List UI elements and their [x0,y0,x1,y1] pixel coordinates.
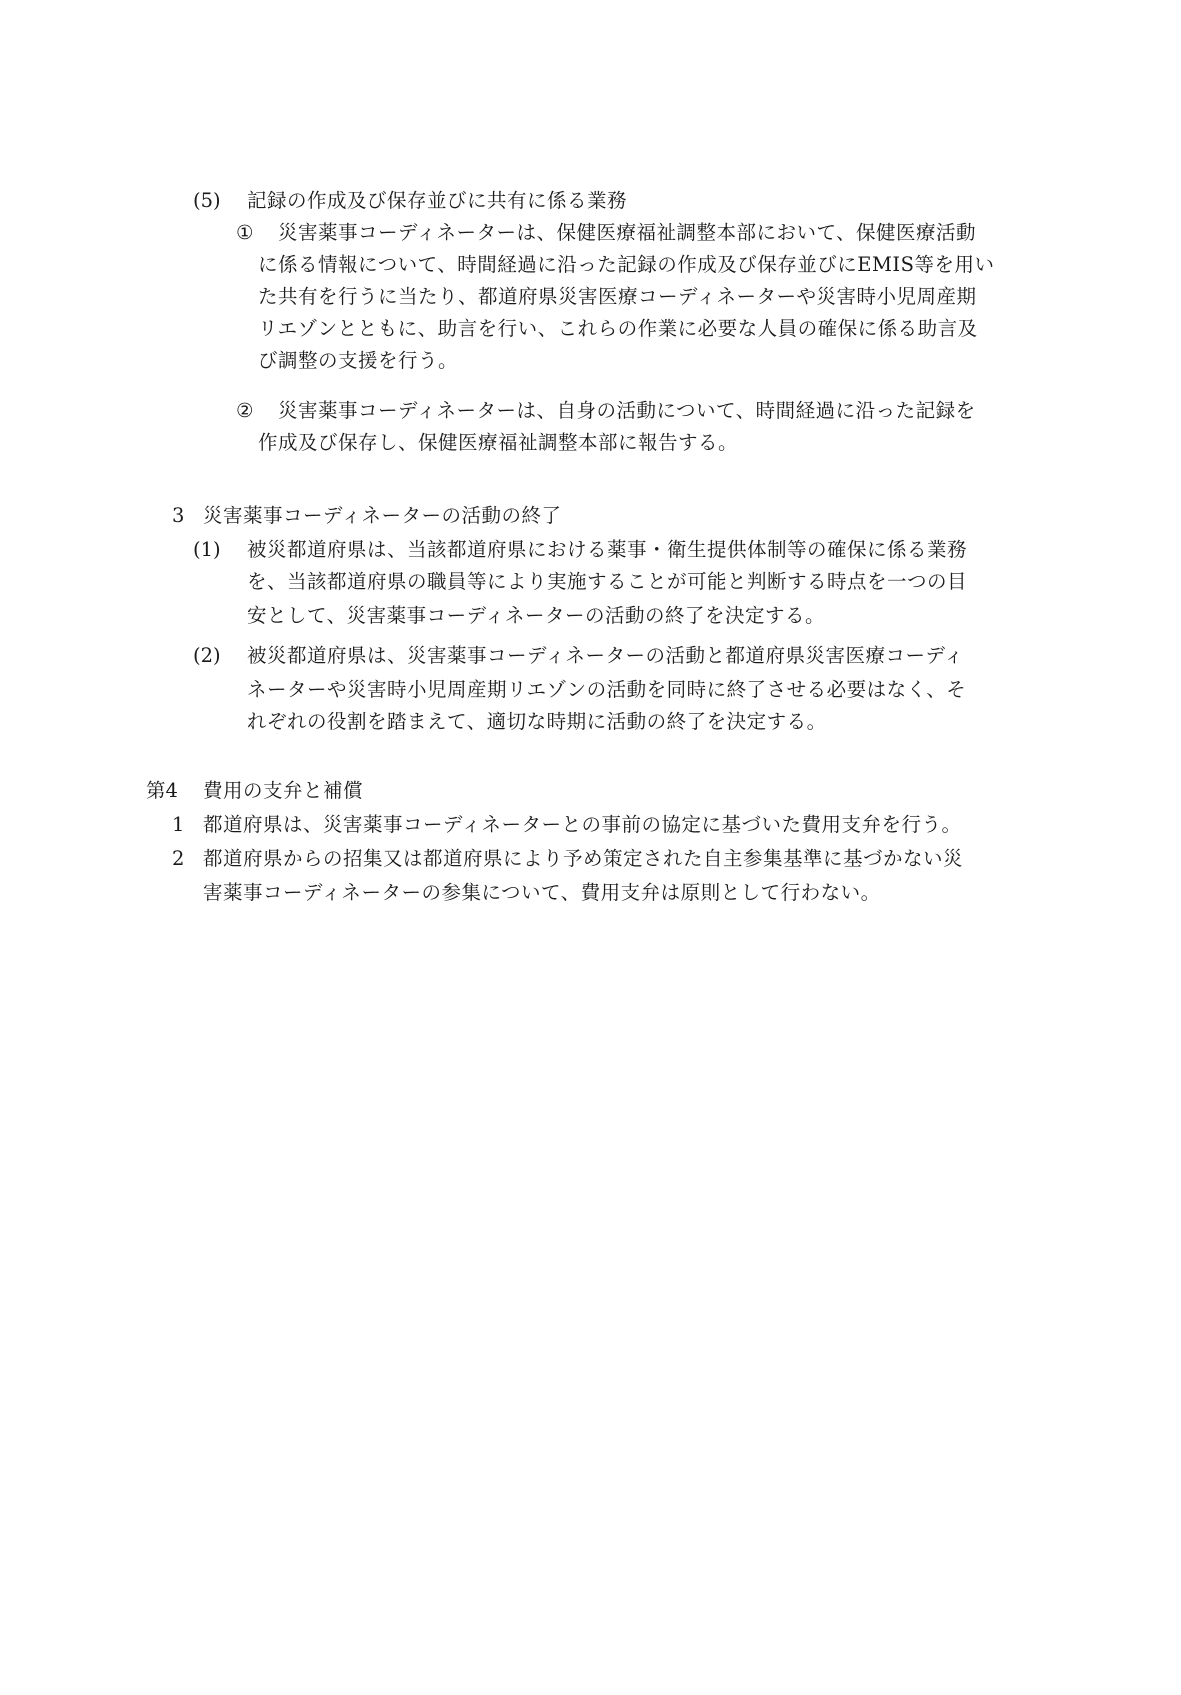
item-3-1-marker: (1) [193,538,221,561]
chapter-4-marker: 第4 [146,779,178,802]
section-5-heading: 記録の作成及び保存並びに共有に係る業務 [247,189,628,212]
item-1-line-3: た共有を行うに当たり、都道府県災害医療コーディネーターや災害時小児周産期 [258,285,977,308]
item-4-1-line-1: 都道府県は、災害薬事コーディネーターとの事前の協定に基づいた費用支弁を行う。 [203,813,962,836]
item-3-2-marker: (2) [193,644,221,667]
item-1-marker: ① [236,221,254,244]
item-3-2-line-2: ネーターや災害時小児周産期リエゾンの活動を同時に終了させる必要はなく、そ [247,678,967,701]
item-4-2-line-1: 都道府県からの招集又は都道府県により予め策定された自主参集基準に基づかない災 [203,847,964,870]
item-3-2-line-3: れぞれの役割を踏まえて、適切な時期に活動の終了を決定する。 [247,710,827,733]
chapter-4-heading: 費用の支弁と補償 [203,779,364,802]
item-3-1-line-2: を、当該都道府県の職員等により実施することが可能と判断する時点を一つの目 [247,570,968,593]
section-3-heading: 災害薬事コーディネーターの活動の終了 [203,504,562,527]
item-4-2-marker: 2 [172,847,185,870]
item-2-marker: ② [236,399,254,422]
item-1-line-1: 災害薬事コーディネーターは、保健医療福祉調整本部において、保健医療活動 [278,221,977,244]
item-3-2-line-1: 被災都道府県は、災害薬事コーディネーターの活動と都道府県災害医療コーディ [247,644,964,667]
item-2-line-2: 作成及び保存し、保健医療福祉調整本部に報告する。 [258,431,739,454]
item-3-1-line-1: 被災都道府県は、当該都道府県における薬事・衛生提供体制等の確保に係る業務 [247,538,968,561]
item-4-2-line-2: 害薬事コーディネーターの参集について、費用支弁は原則として行わない。 [203,881,881,904]
item-1-line-2: に係る情報について、時間経過に沿った記録の作成及び保存並びにEMIS等を用い [258,253,995,276]
section-5-marker: (5) [193,189,221,212]
item-1-line-5: び調整の支援を行う。 [258,349,459,372]
item-3-1-line-3: 安として、災害薬事コーディネーターの活動の終了を決定する。 [247,604,826,627]
section-3-marker: 3 [172,504,185,527]
item-1-line-4: リエゾンとともに、助言を行い、これらの作業に必要な人員の確保に係る助言及 [258,317,978,340]
item-2-line-1: 災害薬事コーディネーターは、自身の活動について、時間経過に沿った記録を [278,399,976,422]
item-4-1-marker: 1 [172,813,185,836]
